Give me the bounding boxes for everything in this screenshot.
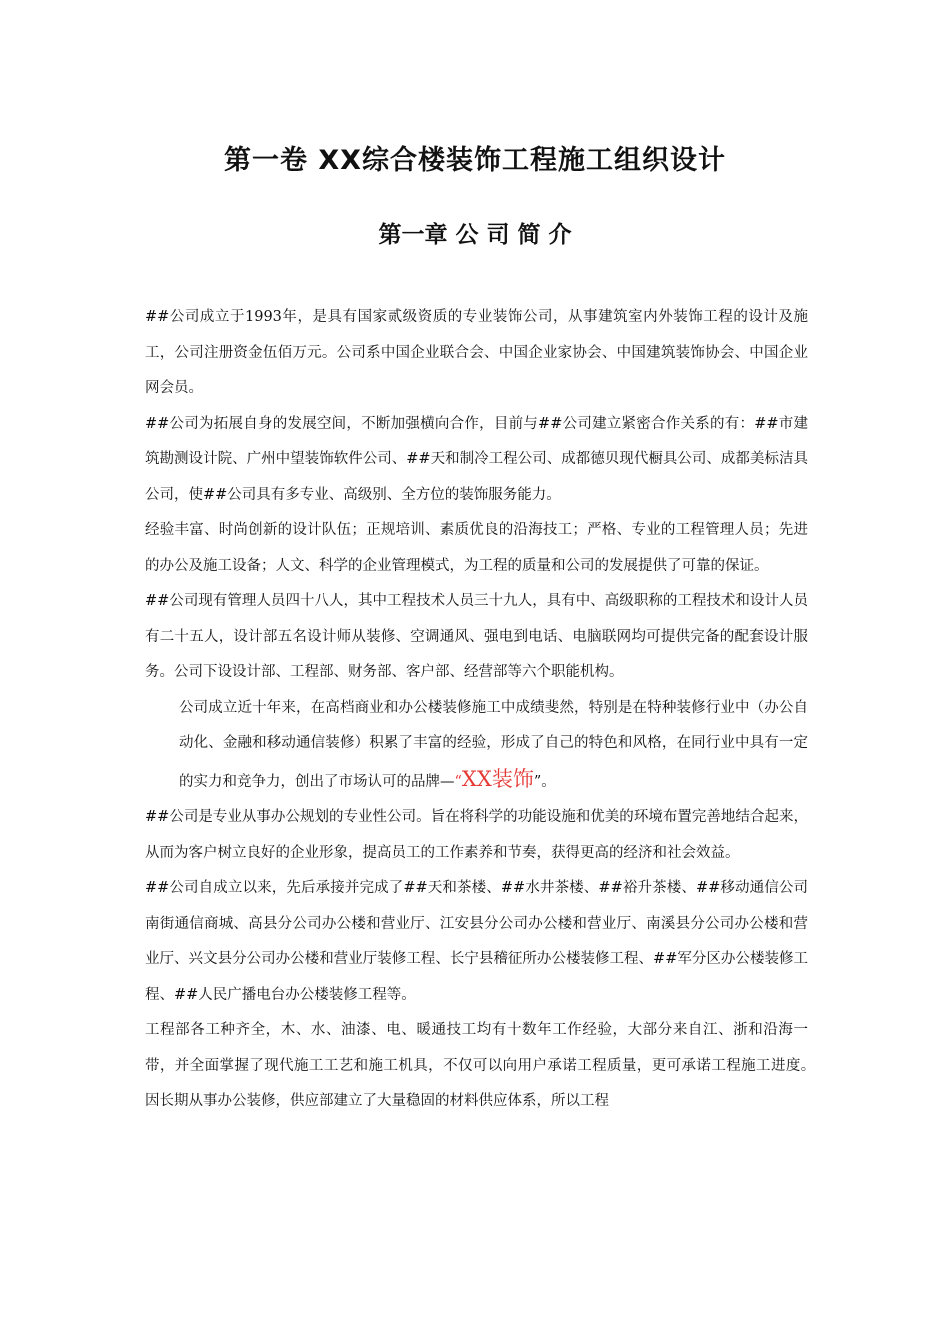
paragraph-staff: ##公司现有管理人员四十八人，其中工程技术人员三十九人，具有中、高级职称的工程技术和设计人员有二十五人，设计部五名设计师从装修、空调通风、强电到电话、电脑联网均可提供完备的配套设计服务。公司下设设计部、工程部、财务部、客户部、经营部等六个职能机构。 — [145, 593, 808, 680]
paragraph-company-founding: ##公司成立于1993年，是具有国家贰级资质的专业装饰公司，从事建筑室内外装饰工程的设计及施工，公司注册资金伍佰万元。公司系中国企业联合会、中国企业家协会、中国建筑装饰协会、中国企业网会员。 — [145, 309, 808, 396]
brand-open-quote: “ — [454, 773, 462, 790]
paragraph-projects: ##公司自成立以来，先后承接并完成了##天和茶楼、##水井茶楼、##裕升茶楼、##移动通信公司南街通信商城、高县分公司办公楼和营业厅、江安县分公司办公楼和营业厅、南溪县分公司办公楼和营业厅、兴文县分公司办公楼和营业厅装修工程、长宁县稽征所办公楼装修工程、##军分区办公楼装修工程、##人民广播电台办公楼装修工程等。 — [145, 880, 808, 1003]
paragraph-brand — [145, 691, 808, 801]
paragraph-engineering: 工程部各工种齐全，木、水、油漆、电、暖通技工均有十数年工作经验，大部分来自江、浙和沿海一带，并全面掌握了现代施工工艺和施工机具，不仅可以向用户承诺工程质量，更可承诺工程施工进度。 因长期从事办公装修，供应部建立了大量稳固的材料供应体系，所以工程 — [145, 1022, 910, 1109]
paragraph-partnerships: ##公司为拓展自身的发展空间，不断加强横向合作，目前与##公司建立紧密合作关系的有：##市建筑勘测设计院、广州中望装饰软件公司、##天和制冷工程公司、成都德贝现代橱具公司、成都美标洁具公司，使##公司具有多专业、高级别、全方位的装饰服务能力。 — [145, 415, 808, 503]
brand-name: XX装饰 — [461, 766, 534, 791]
paragraph-office-planning: ##公司是专业从事办公规划的专业性公司。旨在将科学的功能设施和优美的环境布置完善地结合起来，从而为客户树立良好的企业形象，提高员工的工作素养和节奏，获得更高的经济和社会效益。 — [145, 809, 808, 861]
body-text — [145, 300, 910, 1120]
brand-paragraph-text: 公司成立近十年来，在高档商业和办公楼装修施工中成绩斐然，特别是在特种装修行业中（办公自动化、金融和移动通信装修）积累了丰富的经验，形成了自己的特色和风格，在同行业中具有一定的实力和竞争力，创出了市场认可的品牌— — [179, 699, 808, 790]
paragraph-strengths: 经验丰富、时尚创新的设计队伍；正规培训、素质优良的沿海技工；严格、专业的工程管理人员；先进的办公及施工设备；人文、科学的企业管理模式，为工程的质量和公司的发展提供了可靠的保证。 — [145, 522, 808, 574]
chapter-heading: 第一章 公 司 简 介 — [378, 222, 572, 248]
document-title: 第一卷 XX综合楼装饰工程施工组织设计 — [223, 145, 727, 176]
brand-paragraph-end: 。 — [541, 773, 556, 790]
brand-close-quote: ” — [533, 773, 542, 790]
